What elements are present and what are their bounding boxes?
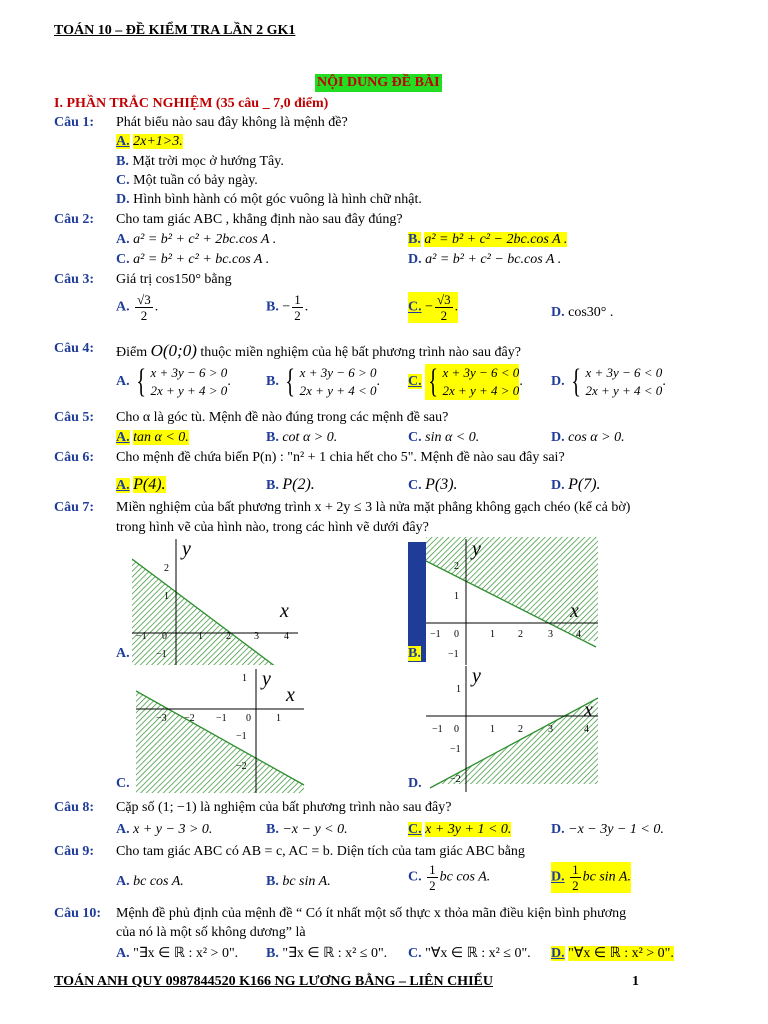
fraction: $\frac{1}{2}$	[429, 862, 436, 893]
option-label: B.	[266, 299, 279, 315]
option-label: D.	[551, 869, 565, 885]
option-text: x + 3y + 1 < 0.	[425, 822, 512, 837]
option-label: B.	[116, 154, 129, 169]
q7-option-b[interactable]	[408, 646, 421, 662]
option-label: D.	[408, 252, 422, 267]
page-footer: TOÁN ANH QUY 0987844520 K166 NG LƯƠNG BẰNG – LIÊN CHIỂU	[54, 974, 493, 989]
graph-a	[132, 537, 300, 665]
option-text: a² = b² + c² − 2bc.cos A .	[424, 232, 568, 247]
option-label: C.	[116, 252, 130, 267]
x-tick: 0	[454, 629, 459, 640]
question-8-label: Câu 8:	[54, 800, 95, 815]
q6-option-d[interactable]	[551, 476, 601, 494]
x-tick: 4	[576, 629, 581, 640]
question-5-label: Câu 5:	[54, 410, 95, 425]
option-text: "∃x ∈ ℝ : x² > 0".	[133, 946, 239, 961]
x-tick: −3	[156, 713, 167, 724]
option-label: D.	[551, 374, 565, 390]
q10-option-d[interactable]	[551, 945, 674, 962]
q8-option-c[interactable]	[408, 822, 511, 838]
y-tick: −1	[450, 744, 461, 755]
x-tick: 1	[490, 629, 495, 640]
page-number: 1	[632, 974, 639, 989]
fraction: $\frac{1}{2}$	[572, 862, 579, 893]
option-label: A.	[116, 946, 130, 961]
q2-option-c[interactable]	[116, 252, 269, 268]
option-text: cos30° .	[568, 305, 614, 320]
x-axis-label: x	[584, 699, 593, 721]
q7-option-a[interactable]	[116, 646, 130, 662]
y-tick: −1	[236, 731, 247, 742]
question-6-label: Câu 6:	[54, 450, 95, 465]
fraction: $\frac{√3}{2}$	[137, 292, 151, 323]
q9-option-c[interactable]: C. $\frac{1}{2}$ bc cos A.	[408, 862, 491, 893]
question-3-label: Câu 3:	[54, 272, 95, 287]
x-tick: −1	[216, 713, 227, 724]
page-title: NỘI DUNG ĐỀ BÀI	[317, 75, 440, 90]
option-label: C.	[408, 822, 422, 837]
option-label: D.	[551, 822, 565, 837]
y-tick: 2	[454, 561, 459, 572]
option-text: cos α > 0.	[568, 430, 625, 445]
inequality-system: { x + 3y − 6 > 0 2x + y + 4 < 0	[285, 363, 377, 400]
q9-option-d[interactable]: D. $\frac{1}{2}$ bc sin A.	[551, 862, 631, 893]
option-text: bc cos A.	[133, 874, 184, 889]
x-tick: −2	[184, 713, 195, 724]
option-label: D.	[551, 478, 565, 493]
inequality-system: { x + 3y − 6 < 0 2x + y + 4 > 0	[425, 364, 519, 400]
option-label: A.	[116, 822, 130, 837]
option-text: −x − 3y − 1 < 0.	[568, 822, 664, 837]
option-label: C.	[408, 374, 422, 390]
option-label: B.	[266, 822, 279, 837]
q8-option-d[interactable]	[551, 822, 664, 838]
q3-option-a[interactable]: A. $\frac{√3}{2}$ .	[116, 292, 159, 323]
option-label: C.	[408, 869, 422, 885]
question-7-label: Câu 7:	[54, 500, 95, 515]
option-label: A.	[116, 874, 130, 889]
graph-d	[426, 664, 600, 792]
q5-option-c[interactable]	[408, 430, 479, 446]
q9-option-b[interactable]	[266, 874, 331, 890]
option-text: cot α > 0.	[282, 430, 338, 445]
q10-option-c[interactable]	[408, 945, 531, 962]
option-label: A.	[116, 430, 130, 445]
option-label: A.	[116, 478, 130, 493]
y-tick: 1	[454, 591, 459, 602]
graph-c	[136, 667, 306, 793]
q4-option-d[interactable]: D. { x + 3y − 6 < 0 2x + y + 4 < 0 .	[551, 363, 666, 400]
x-tick: 0	[162, 631, 167, 642]
q8-option-a[interactable]	[116, 822, 212, 838]
q7-option-c[interactable]	[116, 776, 130, 792]
q4-option-b[interactable]: B. { x + 3y − 6 > 0 2x + y + 4 < 0 .	[266, 363, 381, 400]
question-10-label: Câu 10:	[54, 906, 102, 921]
option-label: B.	[408, 646, 421, 661]
x-tick: 4	[584, 724, 589, 735]
x-tick: 2	[226, 631, 231, 642]
option-text: Mặt trời mọc ở hướng Tây.	[132, 154, 284, 169]
option-text: a² = b² + c² + bc.cos A .	[133, 252, 270, 267]
q6-option-c[interactable]	[408, 476, 458, 494]
option-text: P(3).	[425, 476, 458, 493]
option-text: tan α < 0.	[133, 430, 189, 445]
hatched-region	[136, 691, 304, 793]
q1-option-c[interactable]	[116, 173, 258, 189]
option-label: A.	[116, 299, 130, 315]
option-text: P(4).	[133, 476, 166, 493]
q6-option-b[interactable]	[266, 476, 315, 494]
option-text: "∀x ∈ ℝ : x² > 0".	[568, 946, 674, 961]
question-9-stem: Cho tam giác ABC có AB = c, AC = b. Diện tích của tam giác ABC bằng	[116, 844, 525, 859]
question-2-label: Câu 2:	[54, 212, 95, 227]
q2-option-b[interactable]	[408, 232, 567, 248]
q5-option-a[interactable]	[116, 430, 189, 446]
option-label: A.	[116, 374, 130, 390]
q3-option-b[interactable]: B. − $\frac{1}{2}$ .	[266, 292, 309, 323]
x-tick: 3	[548, 629, 553, 640]
y-tick: 1	[456, 684, 461, 695]
option-label: D.	[551, 305, 565, 320]
x-tick: 3	[548, 724, 553, 735]
q4-option-a[interactable]: A. { x + 3y − 6 > 0 2x + y + 4 > 0 .	[116, 363, 231, 400]
x-tick: 2	[518, 724, 523, 735]
option-label: D.	[408, 776, 422, 791]
option-text: a² = b² + c² − bc.cos A .	[425, 252, 562, 267]
x-tick: 1	[198, 631, 203, 642]
page-header: TOÁN 10 – ĐỀ KIỂM TRA LẦN 2 GK1	[54, 23, 296, 38]
y-axis-label: y	[472, 538, 481, 560]
x-axis-label: x	[280, 600, 289, 622]
option-label: B.	[266, 374, 279, 390]
question-9-label: Câu 9:	[54, 844, 95, 859]
option-text: sin α < 0.	[425, 430, 480, 445]
question-10-stem-cont: của nó là một số không dương” là	[116, 925, 306, 940]
x-tick: 1	[276, 713, 281, 724]
option-label: C.	[408, 430, 422, 445]
q1-option-b[interactable]	[116, 154, 284, 170]
fraction: $\frac{√3}{2}$	[437, 292, 451, 323]
option-text: 2x+1>3.	[133, 134, 183, 149]
option-label: B.	[408, 232, 421, 247]
q5-option-b[interactable]	[266, 430, 337, 446]
option-text: "∀x ∈ ℝ : x² ≤ 0".	[425, 946, 531, 961]
y-tick: −2	[236, 761, 247, 772]
option-label: A.	[116, 646, 130, 661]
q1-option-d[interactable]	[116, 192, 422, 208]
inequality-system: { x + 3y − 6 < 0 2x + y + 4 < 0	[571, 363, 663, 400]
option-label: C.	[116, 173, 130, 188]
option-label: B.	[266, 874, 279, 889]
option-text: x + y − 3 > 0.	[133, 822, 213, 837]
q5-option-d[interactable]	[551, 430, 625, 446]
y-tick: 2	[164, 563, 169, 574]
option-label: B.	[266, 946, 279, 961]
q3-option-c[interactable]: C. − $\frac{√3}{2}$ .	[408, 292, 459, 323]
option-label: C.	[408, 299, 422, 315]
q8-option-b[interactable]	[266, 822, 348, 838]
hatched-region	[426, 537, 598, 641]
answer-marker	[408, 542, 426, 662]
question-10-stem: Mệnh đề phủ định của mệnh đề “ Có ít nhất một số thực x thỏa mãn điều kiện bình phương	[116, 906, 627, 921]
x-tick: 0	[454, 724, 459, 735]
y-tick: −1	[448, 649, 459, 660]
y-axis-label: y	[262, 668, 271, 690]
question-1-stem: Phát biểu nào sau đây không là mệnh đề?	[116, 115, 348, 130]
option-label: B.	[266, 478, 279, 493]
x-tick: −1	[430, 629, 441, 640]
q4-option-c[interactable]: C. { x + 3y − 6 < 0 2x + y + 4 > 0 .	[408, 363, 523, 400]
y-axis-label: y	[472, 665, 481, 687]
option-label: B.	[266, 430, 279, 445]
y-tick: 1	[164, 591, 169, 602]
x-tick: 0	[246, 713, 251, 724]
q2-option-a[interactable]	[116, 232, 276, 248]
option-label: A.	[116, 232, 130, 247]
y-tick: −1	[156, 649, 167, 660]
x-tick: 1	[490, 724, 495, 735]
option-label: A.	[116, 134, 130, 149]
option-text: Hình bình hành có một góc vuông là hình chữ nhật.	[133, 192, 422, 207]
option-label: D.	[116, 192, 130, 207]
question-6-stem: Cho mệnh đề chứa biến P(n) : "n² + 1 chia hết cho 5". Mệnh đề nào sau đây sai?	[116, 450, 565, 465]
question-7-stem: Miền nghiệm của bất phương trình x + 2y ≤ 3 là nửa mặt phẳng không gạch chéo (kể cả bờ)	[116, 500, 631, 515]
question-4-stem: Điểm O(0;0) thuộc miền nghiệm của hệ bất phương trình nào sau đây?	[116, 341, 521, 360]
option-text: Một tuần có bảy ngày.	[133, 173, 258, 188]
q10-option-b[interactable]	[266, 945, 387, 962]
question-3-stem: Giá trị cos150° bằng	[116, 272, 232, 287]
question-7-stem-cont: trong hình vẽ của hình nào, trong các hình vẽ dưới đây?	[116, 520, 429, 535]
question-5-stem: Cho α là góc tù. Mệnh đề nào đúng trong các mệnh đề sau?	[116, 410, 449, 425]
section-heading: I. PHẦN TRẮC NGHIỆM (35 câu _ 7,0 điểm)	[54, 96, 329, 111]
x-tick: 4	[284, 631, 289, 642]
inequality-system: { x + 3y − 6 > 0 2x + y + 4 > 0	[136, 363, 228, 400]
question-8-stem: Cặp số (1; −1) là nghiệm của bất phương trình nào sau đây?	[116, 800, 452, 815]
option-text: "∃x ∈ ℝ : x² ≤ 0".	[282, 946, 388, 961]
q1-option-a[interactable]	[116, 134, 183, 150]
q2-option-d[interactable]	[408, 252, 561, 268]
question-4-label: Câu 4:	[54, 341, 95, 356]
option-text: P(2).	[282, 476, 315, 493]
q3-option-d[interactable]	[551, 305, 613, 321]
x-axis-label: x	[286, 684, 295, 706]
option-label: D.	[551, 946, 565, 961]
option-text: bc sin A.	[282, 874, 331, 889]
fraction: $\frac{1}{2}$	[294, 292, 301, 323]
x-tick: −1	[136, 631, 147, 642]
y-tick: −2	[450, 774, 461, 785]
option-text: −x − y < 0.	[282, 822, 348, 837]
option-label: C.	[116, 776, 130, 791]
x-axis-label: x	[570, 600, 579, 622]
option-text: P(7).	[568, 476, 601, 493]
option-text: a² = b² + c² + 2bc.cos A .	[133, 232, 277, 247]
q6-option-a[interactable]	[116, 476, 166, 494]
q9-option-a[interactable]	[116, 874, 184, 890]
option-label: C.	[408, 946, 422, 961]
q7-option-d[interactable]	[408, 776, 422, 792]
q10-option-a[interactable]	[116, 945, 238, 962]
x-tick: 2	[518, 629, 523, 640]
y-axis-label: y	[182, 538, 191, 560]
x-tick: 3	[254, 631, 259, 642]
y-tick: 1	[242, 673, 247, 684]
question-1-label: Câu 1:	[54, 115, 95, 130]
x-tick: −1	[432, 724, 443, 735]
question-2-stem: Cho tam giác ABC , khẳng định nào sau đây đúng?	[116, 212, 403, 227]
graph-b	[426, 537, 600, 665]
option-label: D.	[551, 430, 565, 445]
option-label: C.	[408, 478, 422, 493]
